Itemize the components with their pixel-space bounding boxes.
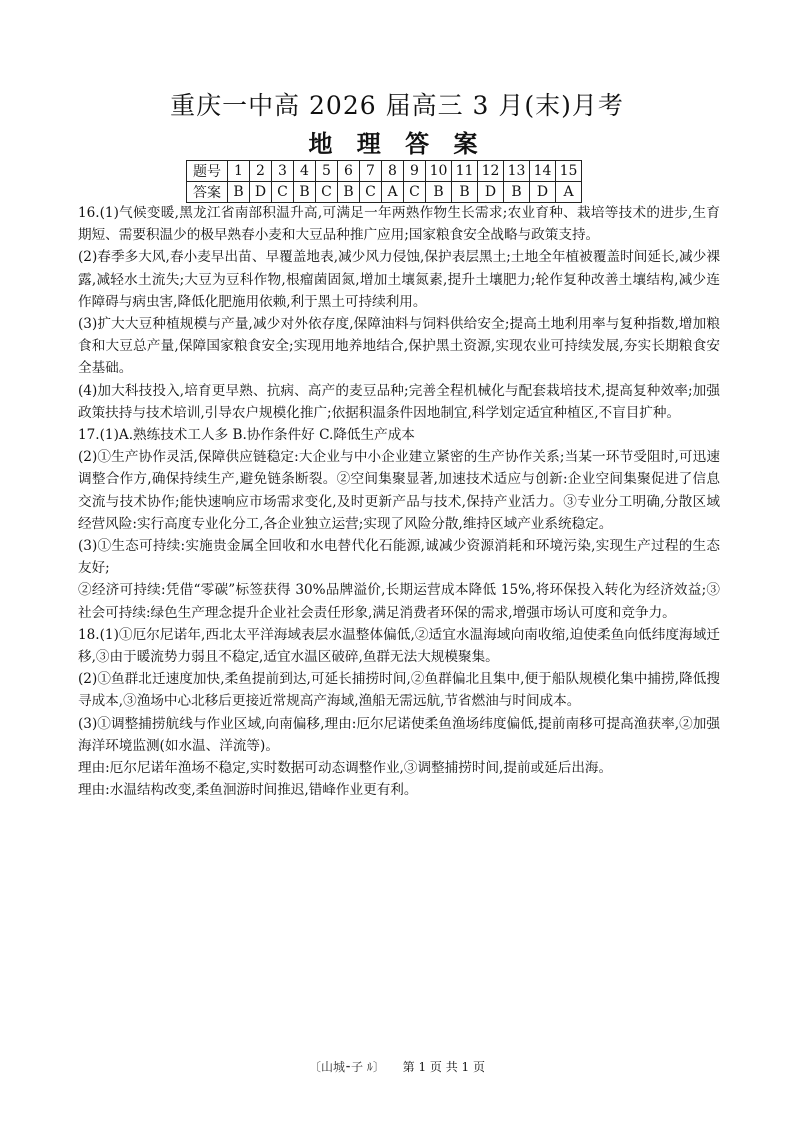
answer-cell: C	[272, 182, 294, 203]
question-number: 11	[452, 161, 478, 182]
question-number: 7	[360, 161, 382, 182]
question-number: 5	[316, 161, 338, 182]
answer-paragraph: 16.(1)气候变暖,黑龙江省南部积温升高,可满足一年两熟作物生长需求;农业育种、栽培等技术的进步,生育期短、需要积温少的极早熟春小麦和大豆品种推广应用;国家粮食安全战略与政策支持。	[78, 205, 720, 244]
answer-cell: B	[338, 182, 360, 203]
answer-body	[78, 202, 720, 801]
page-number: 第 1 页 共 1 页	[402, 1060, 485, 1074]
answer-paragraph: (3)①生态可持续:实施贵金属全回收和水电替代化石能源,诚减少资源消耗和环境污染,实现生产过程的生态友好;	[78, 538, 720, 577]
answer-paragraph: (4)加大科技投入,培育更早熟、抗病、高产的麦豆品种;完善全程机械化与配套栽培技术,提高复种效率;加强政策扶持与技术培训,引导农户规模化推广;依据积温条件因地制宜,科学划定适宜种植区,不盲目扩种。	[78, 382, 720, 421]
answer-paragraph: (2)①鱼群北迁速度加快,柔鱼提前到达,可延长捕捞时间,②鱼群偏北且集中,便于船队规模化集中捕捞,降低搜寻成本,③渔场中心北移后更接近常规高产海域,渔船无需远航,节省燃油与时间成本。	[78, 671, 720, 710]
question-number: 13	[504, 161, 530, 182]
question-number: 9	[404, 161, 426, 182]
answer-table-row-answers	[187, 182, 582, 203]
answer-cell: D	[250, 182, 272, 203]
question-number: 6	[338, 161, 360, 182]
answer-cell: D	[478, 182, 504, 203]
question-number: 1	[228, 161, 250, 182]
answer-cell: A	[382, 182, 404, 203]
answer-cell: B	[452, 182, 478, 203]
answer-cell: C	[404, 182, 426, 203]
question-number: 4	[294, 161, 316, 182]
answer-cell: B	[294, 182, 316, 203]
answer-table	[186, 160, 582, 203]
answer-cell: A	[556, 182, 582, 203]
answer-cell: C	[360, 182, 382, 203]
question-number: 15	[556, 161, 582, 182]
answer-cell: B	[228, 182, 250, 203]
question-number: 14	[530, 161, 556, 182]
document-subtitle: 地 理 答 案	[308, 129, 486, 158]
question-number: 8	[382, 161, 404, 182]
footer-stamp: 〔山城⁃子 ﾙ〕	[309, 1060, 385, 1074]
answer-paragraph: ②经济可持续:凭借“零碳”标签获得 30%品牌溢价,长期运营成本降低 15%,将环保投入转化为经济效益;③社会可持续:绿色生产理念提升企业社会责任形象,满足消费者环保的需求,增强市场认可度和竞争力。	[78, 582, 720, 621]
answer-paragraph: (2)春季多大风,春小麦早出苗、早覆盖地表,减少风力侵蚀,保护表层黑土;土地全年植被覆盖时间延长,减少裸露,减轻水土流失;大豆为豆科作物,根瘤菌固氮,增加土壤氮素,提升土壤肥力;轮作复种改善土壤结构,减少连作障碍与病虫害,降低化肥施用依赖,利于黑土可持续利用。	[78, 249, 720, 310]
question-number: 3	[272, 161, 294, 182]
document-title: 重庆一中高 2026 届高三 3 月(末)月考	[170, 91, 624, 120]
answer-cell: D	[530, 182, 556, 203]
answer-paragraph: 18.(1)①厄尔尼诺年,西北太平洋海域表层水温整体偏低,②适宜水温海域向南收缩,迫使柔鱼向低纬度海域迁移,③由于暖流势力弱且不稳定,适宜水温区破碎,鱼群无法大规模聚集。	[78, 626, 720, 666]
row-label-answer: 答案	[187, 182, 228, 203]
answer-paragraph: 理由:水温结构改变,柔鱼洄游时间推迟,错峰作业更有利。	[78, 782, 418, 799]
answer-cell: B	[504, 182, 530, 203]
answer-paragraph: 17.(1)A.熟练技术工人多 B.协作条件好 C.降低生产成本	[78, 427, 415, 444]
answer-paragraph: (3)扩大大豆种植规模与产量,减少对外依存度,保障油料与饲料供给安全;提高土地利用率与复种指数,增加粮食和大豆总产量,保障国家粮食安全;实现用地养地结合,保护黑土资源,实现农业可持续发展,夯实长期粮食安全基础。	[78, 316, 720, 377]
answer-table-row-numbers	[187, 161, 582, 182]
answer-cell: C	[316, 182, 338, 203]
answer-paragraph: (3)①调整捕捞航线与作业区域,向南偏移,理由:厄尔尼诺使柔鱼渔场纬度偏低,提前南移可提高渔获率,②加强海洋环境监测(如水温、洋流等)。	[78, 715, 720, 754]
question-number: 12	[478, 161, 504, 182]
answer-paragraph: (2)①生产协作灵活,保障供应链稳定:大企业与中小企业建立紧密的生产协作关系;当某一环节受阻时,可迅速调整合作方,确保持续生产,避免链条断裂。②空间集聚显著,加速技术适应与创新:企业空间集聚促进了信息交流与技术协作;能快速响应市场需求变化,及时更新产品与技术,保持产业活力。③专业分工明确,分散区域经营风险:实行高度专业化分工,各企业独立运营;实现了风险分散,维持区域产业系统稳定。	[78, 449, 720, 532]
answer-paragraph: 理由:厄尔尼诺年渔场不稳定,实时数据可动态调整作业,③调整捕捞时间,提前或延后出海。	[78, 760, 613, 777]
page-footer	[0, 1058, 794, 1075]
answer-cell: B	[426, 182, 452, 203]
question-number: 2	[250, 161, 272, 182]
row-label-number: 题号	[187, 161, 228, 182]
question-number: 10	[426, 161, 452, 182]
